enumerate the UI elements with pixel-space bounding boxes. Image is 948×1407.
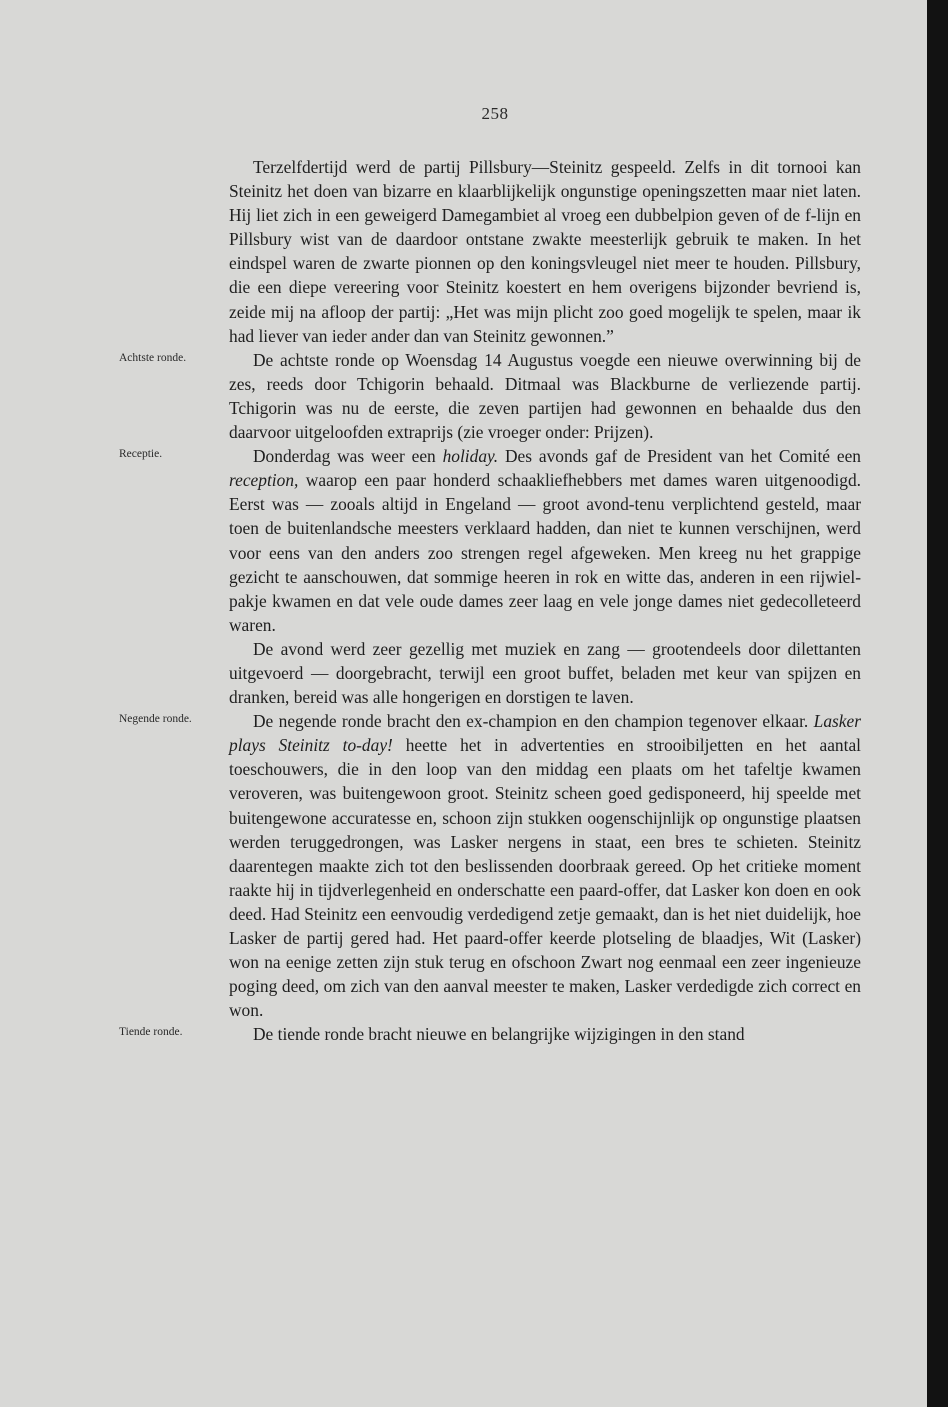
paragraph-text: De tiende ronde bracht nieuwe en belangrijke wijzigingen in den stand	[253, 1024, 745, 1045]
paragraph-text: De achtste ronde op Woensdag 14 Augustus voegde een nieuwe overwinning bij de zes, reeds door Tchigorin behaald. Ditmaal was Blackburne de verliezende partij. Tchigorin was nu de eerste, die zeven partijen had gewonnen en behaalde dus den daarvoor uitgeloofden extraprijs (zie vroeger onder: Prijzen).	[229, 349, 861, 443]
paragraph-text: De negende ronde bracht den ex-champion en den champion tegenover elkaar.	[253, 711, 814, 732]
paragraph-text: Donderdag was weer een	[253, 446, 443, 467]
paragraph	[119, 444, 861, 637]
scan-edge	[927, 0, 948, 1407]
paragraph	[119, 709, 862, 1022]
paragraph-text: heette het in advertenties en strooibiljetten en het aantal toeschouwers, die in den loop van den middag een plaats om het tafeltje kwamen veroveren, was buitengewoon groot. Steinitz scheen goed gedisponeerd, hij speelde met buitengewone accuratesse en, schoon zijn stukken oogenschijnlijk op ongunstige plaatsen werden teruggedrongen, was Lasker nergens in staat, een bres te schieten. Steinitz daarentegen maakte zich tot den beslissenden doorbraak gereed. Op het critieke moment raakte hij in tijdverlegenheid en onderschatte een paard-offer, dat Lasker kon doen en ook deed. Had Steinitz een eenvoudig verdedigend zetje gemaakt, dan is het niet duidelijk, hoe Lasker de partij gered had. Het paard-offer keerde plotseling de blaadjes, Wit (Lasker) won na eenige zetten zijn stuk terug en ofschoon Zwart nog eenmaal een zeer ingenieuze poging deed, om zich van den aanval meester te maken, Lasker verdedigde zich correct en won.	[229, 735, 862, 1021]
paragraph	[229, 155, 861, 348]
paragraph-text: De avond werd zeer gezellig met muziek en zang — grootendeels door dilettanten uitgevoerd — doorgebracht, terwijl een groot buffet, beladen met keur van spijzen en dranken, bereid was alle hongerigen en dorstigen te laven.	[229, 638, 861, 708]
italic-phrase: reception,	[229, 470, 299, 491]
margin-note: Receptie.	[119, 448, 163, 461]
page-number: 258	[481, 104, 509, 123]
paragraph-text: Des avonds gaf de President van het Comité een	[498, 446, 861, 467]
body-text	[119, 155, 862, 1046]
paragraph-text: Terzelfdertijd werd de partij Pillsbury—Steinitz gespeeld. Zelfs in dit tornooi kan Steinitz het doen van bizarre en klaarblijkelijk ongunstige openingszetten maar niet laten. Hij liet zich in een geweigerd Damegambiet al vroeg een dubbelpion geven of de f-lijn en Pillsbury wist van de daardoor ontstane zwakte meesterlijk gebruik te maken. In het eindspel waren de zwarte pionnen op den koningsvleugel niet meer te houden. Pillsbury, die een diepe vereering voor Steinitz koestert en hem overigens bijzonder bevriend is, zeide mij na afloop der partij: „Het was mijn plicht zoo goed mogelijk te spelen, maar ik had liever van ieder ander dan van Steinitz gewonnen.”	[229, 157, 861, 346]
paragraph	[229, 637, 861, 709]
paragraph-text: waarop een paar honderd schaakliefhebbers met dames waren uitgenoodigd. Eerst was — zooals altijd in Engeland — groot avond-tenu verplichtend gesteld, maar toen de buitenlandsche meesters verklaard hadden, dan niet te kunnen verschijnen, werd voor eens van den anders zoo strengen regel afgeweken. Men kreeg nu het grappige gezicht te aanschouwen, dat sommige heeren in rok en witte das, anderen in een rijwiel-pakje kwamen en dat vele oude dames zeer laag en vele jonge dames niet gedecolleteerd waren.	[229, 470, 861, 635]
margin-note: Negende ronde.	[119, 713, 192, 726]
italic-phrase: Lasker plays Steinitz to-day!	[229, 711, 861, 756]
margin-note: Achtste ronde.	[119, 351, 187, 364]
italic-phrase: holiday.	[442, 446, 499, 467]
paragraph	[119, 348, 861, 444]
margin-note: Tiende ronde.	[119, 1026, 183, 1039]
paragraph	[119, 1022, 861, 1046]
